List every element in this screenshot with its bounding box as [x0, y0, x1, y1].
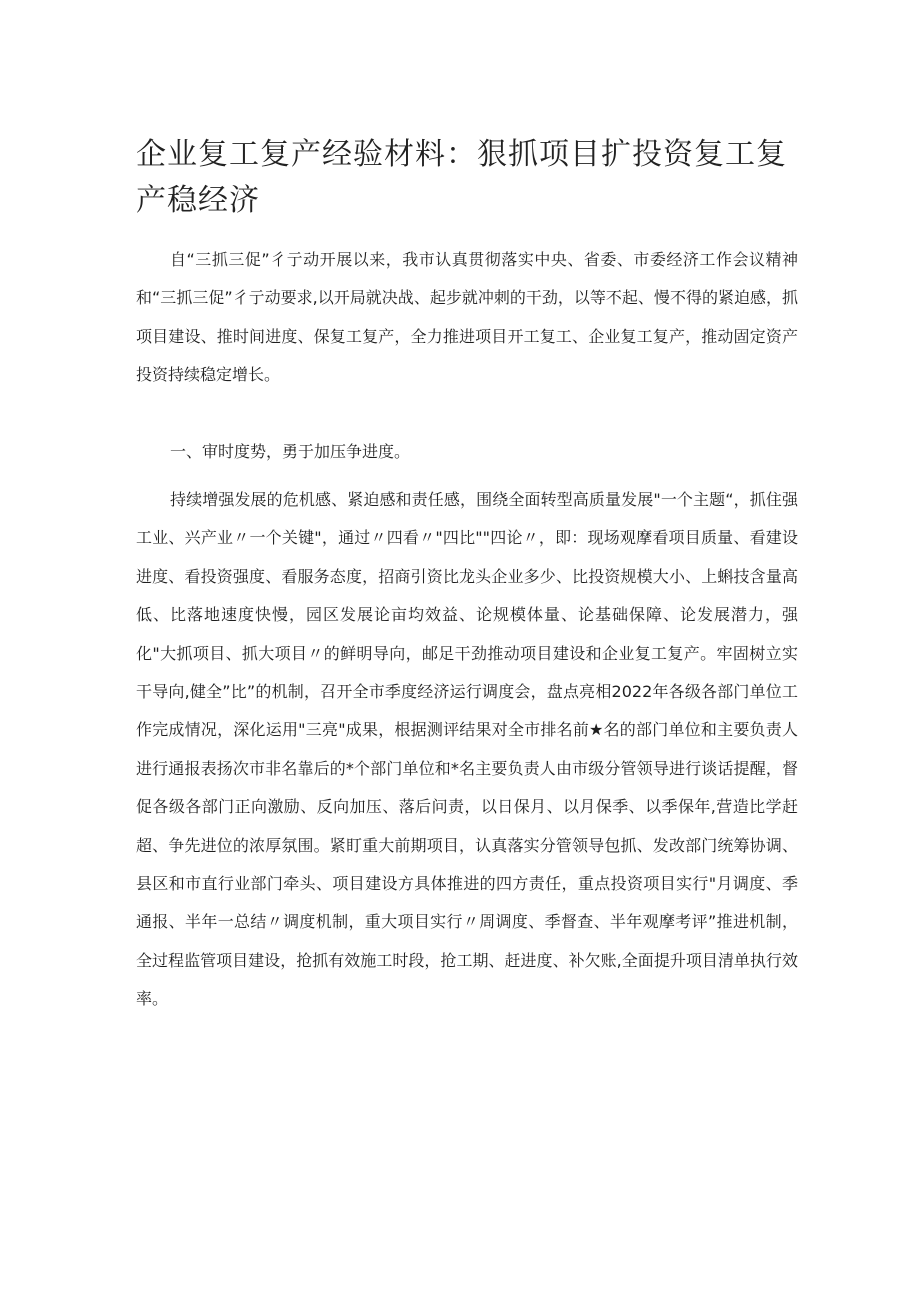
section-heading: 一、审时度势，勇于加压争进度。	[170, 442, 411, 461]
intro-paragraph: 自“三抓三促”彳亍动开展以来，我市认真贯彻落实中央、省委、市委经济工作会议精神和“三抓三促”彳亍动要求,以开局就决战、起步就冲刺的干劲，以等不起、慢不得的紧迫感，抓项目建设、推时间进度、保复工复产，全力推进项目开工复工、企业复工复产，推动固定资产投资持续稳定增长。	[136, 250, 798, 385]
document-title: 企业复工复产经验材料：狠抓项目扩投资复工复产稳经济	[136, 137, 787, 218]
main-paragraph: 持续增强发展的危机感、紧迫感和责任感，围绕全面转型高质量发展"一个主题“，抓住强工业、兴产业〃一个关键"，通过〃四看〃"四比""四论〃，即：现场观摩看项目质量、看建设进度、看投资强度、看服务态度，招商引资比龙头企业多少、比投资规模大小、上蝌技含量高低、比落地速度快慢，园区发展论亩均效益、论规模体量、论基础保障、论发展潜力，强化"大抓项目、抓大项目〃的鲜明导向，邮足干劲推动项目建设和企业复工复产。牢固树立实干导向,健全”比”的机制，召开全市季度经济运行调度会，盘点亮相2022年各级各部门单位工作完成情况，深化运用"三亮"成果，根据测评结果对全市排名前★名的部门单位和主要负责人进行通报表扬次市非名靠后的*个部门单位和*名主要负责人由市级分管领导进行谈话提醒，督促各级各部门正向激励、反向加压、落后问责，以日保月、以月保季、以季保年,营造比学赶超、争先进位的浓厚氛围。紧盯重大前期项目，认真落实分管领导包抓、发改部门统筹协调、县区和市直行业部门牵头、项目建设方具体推进的四方责任，重点投资项目实行"月调度、季通报、半年一总结〃调度机制，重大项目实行〃周调度、季督查、半年观摩考评”推进机制，全过程监管项目建设，抢抓有效施工时段，抢工期、赶进度、补欠账,全面提升项目清单执行效率。	[136, 490, 798, 1009]
